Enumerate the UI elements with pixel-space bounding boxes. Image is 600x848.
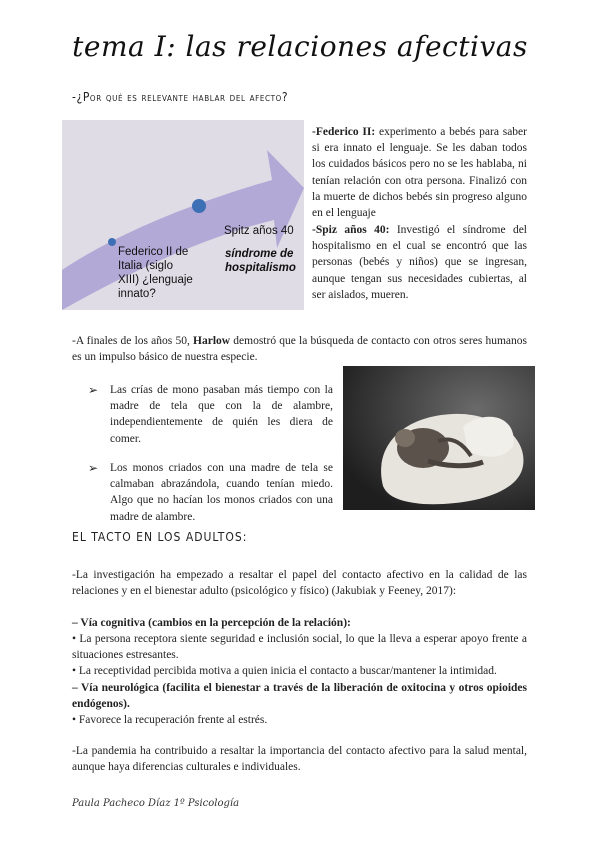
list-item: • Favorece la recuperación frente al estrés. bbox=[72, 714, 268, 726]
section-question: -¿Por qué es relevante hablar del afecto? bbox=[72, 90, 289, 104]
figure-label-federico: Federico II de Italia (siglo XIII) ¿lenguaje innato? bbox=[118, 246, 193, 300]
federico-paragraph: -Federico II: experimento a bebés para saber si era innato el lenguaje. Se les daban todos los cuidados básicos pero no se les hablaba, ni tenían relación con otra persona. Finalizó con la muerte de dichos bebés sin progreso alguno en el lenguaje bbox=[312, 126, 527, 220]
investigacion-paragraph: -La investigación ha empezado a resaltar el papel del contacto afectivo en la calidad de las relaciones y en el bienestar adulto (psicológico y físico) (Jakubiak y Feeney, 2017): bbox=[72, 569, 527, 598]
figure-label-spitz: Spitz años 40 bbox=[224, 225, 294, 237]
arrow-bullet-icon: ➢ bbox=[88, 383, 99, 397]
via-neurologica-heading: – Vía neurológica (facilita el bienestar a través de la liberación de oxitocina y otros opioides endógenos). bbox=[72, 682, 527, 711]
spitz-paragraph: -Spiz años 40: Investigó el síndrome del hospitalismo en el cual se encontró que las personas (bebés y niños) que se ingresan, aunque tengan sus necesidades cubiertas, al ser aislados, mueren. bbox=[312, 224, 527, 301]
footer-author: Paula Pacheco Díaz 1º Psicología bbox=[72, 798, 240, 809]
bullet-item: ➢ Los monos criados con una madre de tela se calmaban abrazándola, cuando tenían miedo. Algo que no hacían los monos criados con una madre de alambre. bbox=[88, 460, 333, 525]
cognitiva-list bbox=[72, 631, 527, 680]
timeline-dot-spitz bbox=[192, 199, 206, 213]
list-item: • La receptividad percibida motiva a quien inicia el contacto a buscar/mantener la intimidad. bbox=[72, 665, 497, 678]
figure-label-sindrome: síndrome de hospitalismo bbox=[225, 248, 296, 274]
section-heading-tacto: EL TACTO EN LOS ADULTOS: bbox=[72, 530, 248, 544]
monkey-cloth-mother-image bbox=[343, 366, 535, 510]
pandemia-paragraph: -La pandemia ha contribuido a resaltar la importancia del contacto afectivo para la salud mental, aunque haya diferencias culturales e individuales. bbox=[72, 745, 527, 774]
neuro-list bbox=[72, 712, 527, 728]
harlow-paragraph: -A finales de los años 50, Harlow demostró que la búsqueda de contacto con otros seres humanos es un impulso básico de nuestra especie. bbox=[72, 335, 528, 364]
bullet-item: ➢ Las crías de mono pasaban más tiempo con la madre de tela que con la de alambre, independientemente de quién les diera de comer. bbox=[88, 382, 333, 447]
timeline-dot-federico bbox=[108, 238, 116, 246]
via-cognitiva-heading: – Vía cognitiva (cambios en la percepción de la relación): bbox=[72, 617, 351, 629]
monkey-photo bbox=[343, 366, 535, 510]
page-title: tema I: las relaciones afectivas bbox=[72, 30, 528, 63]
list-item: • La persona receptora siente seguridad e inclusión social, lo que la lleva a esperar apoyo frente a situaciones estresantes. bbox=[72, 633, 527, 662]
arrow-bullet-icon: ➢ bbox=[88, 461, 99, 475]
